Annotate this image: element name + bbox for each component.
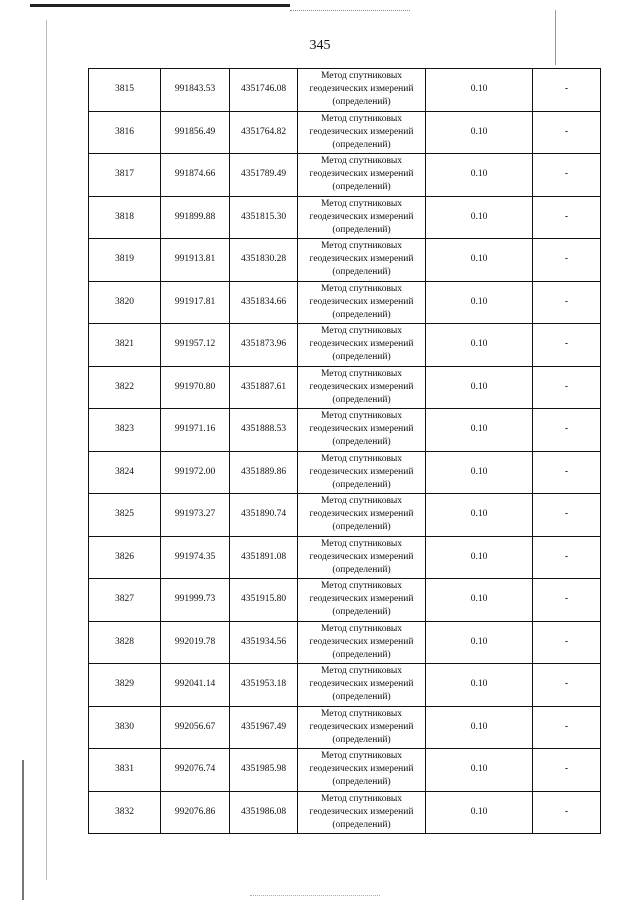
coord-x-cell: 991913.81 bbox=[161, 239, 230, 282]
table-row bbox=[89, 749, 601, 792]
coord-y-cell: 4351934.56 bbox=[230, 621, 298, 664]
method-line: (определений) bbox=[332, 607, 391, 618]
point-id-cell: 3828 bbox=[89, 621, 161, 664]
method-line: Метод спутниковых bbox=[320, 283, 403, 294]
method-line: (определений) bbox=[332, 224, 391, 235]
coord-y-cell: 4351815.30 bbox=[230, 196, 298, 239]
accuracy-cell: 0.10 bbox=[426, 366, 533, 409]
coord-y-cell: 4351873.96 bbox=[230, 324, 298, 367]
method-line: (определений) bbox=[332, 692, 391, 703]
method-line: (определений) bbox=[332, 649, 391, 660]
method-line: геодезических измерений bbox=[309, 636, 414, 647]
accuracy-cell: 0.10 bbox=[426, 621, 533, 664]
method-line: геодезических измерений bbox=[309, 764, 414, 775]
method-cell bbox=[298, 579, 426, 622]
note-cell: - bbox=[533, 196, 601, 239]
accuracy-cell: 0.10 bbox=[426, 111, 533, 154]
coord-y-cell: 4351789.49 bbox=[230, 154, 298, 197]
point-id-cell: 3816 bbox=[89, 111, 161, 154]
accuracy-cell: 0.10 bbox=[426, 451, 533, 494]
coord-x-cell: 991973.27 bbox=[161, 494, 230, 537]
method-line: Метод спутниковых bbox=[320, 156, 403, 167]
accuracy-cell: 0.10 bbox=[426, 791, 533, 834]
table-row bbox=[89, 366, 601, 409]
table-row bbox=[89, 69, 601, 112]
accuracy-cell: 0.10 bbox=[426, 196, 533, 239]
method-cell bbox=[298, 324, 426, 367]
method-line: (определений) bbox=[332, 564, 391, 575]
method-line: (определений) bbox=[332, 522, 391, 533]
note-cell: - bbox=[533, 324, 601, 367]
table-row bbox=[89, 324, 601, 367]
coord-x-cell: 992019.78 bbox=[161, 621, 230, 664]
method-line: геодезических измерений bbox=[309, 211, 414, 222]
method-line: геодезических измерений bbox=[309, 381, 414, 392]
point-id-cell: 3832 bbox=[89, 791, 161, 834]
method-line: Метод спутниковых bbox=[320, 453, 403, 464]
point-id-cell: 3827 bbox=[89, 579, 161, 622]
table-row bbox=[89, 154, 601, 197]
coord-x-cell: 991999.73 bbox=[161, 579, 230, 622]
note-cell: - bbox=[533, 791, 601, 834]
coord-y-cell: 4351986.08 bbox=[230, 791, 298, 834]
method-line: Метод спутниковых bbox=[320, 666, 403, 677]
scan-artifact-left-line bbox=[46, 20, 47, 880]
method-cell bbox=[298, 494, 426, 537]
point-id-cell: 3823 bbox=[89, 409, 161, 452]
coord-y-cell: 4351887.61 bbox=[230, 366, 298, 409]
coord-y-cell: 4351915.80 bbox=[230, 579, 298, 622]
point-id-cell: 3817 bbox=[89, 154, 161, 197]
point-id-cell: 3821 bbox=[89, 324, 161, 367]
accuracy-cell: 0.10 bbox=[426, 69, 533, 112]
method-cell bbox=[298, 451, 426, 494]
method-line: геодезических измерений bbox=[309, 509, 414, 520]
method-line: (определений) bbox=[332, 267, 391, 278]
point-id-cell: 3820 bbox=[89, 281, 161, 324]
method-line: (определений) bbox=[332, 734, 391, 745]
page-number: 345 bbox=[309, 38, 331, 53]
point-id-cell: 3818 bbox=[89, 196, 161, 239]
method-line: (определений) bbox=[332, 97, 391, 108]
method-cell bbox=[298, 409, 426, 452]
coord-x-cell: 991970.80 bbox=[161, 366, 230, 409]
point-id-cell: 3819 bbox=[89, 239, 161, 282]
table-row bbox=[89, 111, 601, 154]
coord-x-cell: 991972.00 bbox=[161, 451, 230, 494]
method-cell bbox=[298, 69, 426, 112]
scan-artifact-top-dots bbox=[290, 10, 410, 12]
table-row bbox=[89, 621, 601, 664]
coord-x-cell: 991917.81 bbox=[161, 281, 230, 324]
method-cell bbox=[298, 621, 426, 664]
accuracy-cell: 0.10 bbox=[426, 536, 533, 579]
coord-y-cell: 4351953.18 bbox=[230, 664, 298, 707]
method-line: Метод спутниковых bbox=[320, 113, 403, 124]
coord-x-cell: 991957.12 bbox=[161, 324, 230, 367]
method-line: Метод спутниковых bbox=[320, 198, 403, 209]
coord-x-cell: 991974.35 bbox=[161, 536, 230, 579]
method-line: Метод спутниковых bbox=[320, 496, 403, 507]
coord-y-cell: 4351746.08 bbox=[230, 69, 298, 112]
note-cell: - bbox=[533, 366, 601, 409]
point-id-cell: 3826 bbox=[89, 536, 161, 579]
coord-y-cell: 4351890.74 bbox=[230, 494, 298, 537]
note-cell: - bbox=[533, 749, 601, 792]
point-id-cell: 3825 bbox=[89, 494, 161, 537]
method-line: геодезических измерений bbox=[309, 721, 414, 732]
method-line: (определений) bbox=[332, 479, 391, 490]
note-cell: - bbox=[533, 409, 601, 452]
table-row bbox=[89, 494, 601, 537]
coord-y-cell: 4351764.82 bbox=[230, 111, 298, 154]
method-line: Метод спутниковых bbox=[320, 241, 403, 252]
accuracy-cell: 0.10 bbox=[426, 281, 533, 324]
method-cell bbox=[298, 154, 426, 197]
accuracy-cell: 0.10 bbox=[426, 154, 533, 197]
note-cell: - bbox=[533, 239, 601, 282]
table-row bbox=[89, 196, 601, 239]
note-cell: - bbox=[533, 154, 601, 197]
scan-artifact-left-edge bbox=[22, 760, 24, 900]
method-cell bbox=[298, 366, 426, 409]
coord-y-cell: 4351834.66 bbox=[230, 281, 298, 324]
method-line: геодезических измерений bbox=[309, 466, 414, 477]
coord-x-cell: 992056.67 bbox=[161, 706, 230, 749]
method-line: (определений) bbox=[332, 352, 391, 363]
method-cell bbox=[298, 239, 426, 282]
note-cell: - bbox=[533, 664, 601, 707]
scan-artifact-top bbox=[30, 4, 290, 7]
note-cell: - bbox=[533, 536, 601, 579]
coordinates-table bbox=[88, 68, 601, 834]
note-cell: - bbox=[533, 706, 601, 749]
method-cell bbox=[298, 196, 426, 239]
coord-y-cell: 4351830.28 bbox=[230, 239, 298, 282]
table-row bbox=[89, 536, 601, 579]
point-id-cell: 3830 bbox=[89, 706, 161, 749]
method-line: Метод спутниковых bbox=[320, 538, 403, 549]
method-line: геодезических измерений bbox=[309, 84, 414, 95]
point-id-cell: 3831 bbox=[89, 749, 161, 792]
method-line: геодезических измерений bbox=[309, 806, 414, 817]
method-line: (определений) bbox=[332, 394, 391, 405]
method-line: Метод спутниковых bbox=[320, 623, 403, 634]
method-line: геодезических измерений bbox=[309, 594, 414, 605]
method-cell bbox=[298, 111, 426, 154]
note-cell: - bbox=[533, 111, 601, 154]
accuracy-cell: 0.10 bbox=[426, 324, 533, 367]
method-line: Метод спутниковых bbox=[320, 411, 403, 422]
method-cell bbox=[298, 536, 426, 579]
method-line: (определений) bbox=[332, 182, 391, 193]
note-cell: - bbox=[533, 69, 601, 112]
method-line: (определений) bbox=[332, 819, 391, 830]
method-line: геодезических измерений bbox=[309, 679, 414, 690]
coord-x-cell: 992076.74 bbox=[161, 749, 230, 792]
accuracy-cell: 0.10 bbox=[426, 706, 533, 749]
method-line: Метод спутниковых bbox=[320, 751, 403, 762]
method-line: (определений) bbox=[332, 139, 391, 150]
method-line: Метод спутниковых bbox=[320, 368, 403, 379]
method-line: геодезических измерений bbox=[309, 339, 414, 350]
method-line: Метод спутниковых bbox=[320, 71, 403, 82]
method-cell bbox=[298, 664, 426, 707]
table-row bbox=[89, 239, 601, 282]
method-cell bbox=[298, 791, 426, 834]
table-row bbox=[89, 281, 601, 324]
method-line: Метод спутниковых bbox=[320, 793, 403, 804]
method-line: Метод спутниковых bbox=[320, 581, 403, 592]
coord-y-cell: 4351891.08 bbox=[230, 536, 298, 579]
coord-y-cell: 4351888.53 bbox=[230, 409, 298, 452]
coord-y-cell: 4351967.49 bbox=[230, 706, 298, 749]
accuracy-cell: 0.10 bbox=[426, 494, 533, 537]
method-line: (определений) bbox=[332, 437, 391, 448]
accuracy-cell: 0.10 bbox=[426, 239, 533, 282]
scan-artifact-bottom bbox=[250, 895, 380, 897]
method-line: геодезических измерений bbox=[309, 126, 414, 137]
accuracy-cell: 0.10 bbox=[426, 579, 533, 622]
coord-y-cell: 4351985.98 bbox=[230, 749, 298, 792]
point-id-cell: 3815 bbox=[89, 69, 161, 112]
method-cell bbox=[298, 706, 426, 749]
coord-x-cell: 992041.14 bbox=[161, 664, 230, 707]
method-cell bbox=[298, 749, 426, 792]
method-line: (определений) bbox=[332, 777, 391, 788]
point-id-cell: 3824 bbox=[89, 451, 161, 494]
method-line: геодезических измерений bbox=[309, 424, 414, 435]
table-row bbox=[89, 664, 601, 707]
accuracy-cell: 0.10 bbox=[426, 664, 533, 707]
table-row bbox=[89, 706, 601, 749]
method-cell bbox=[298, 281, 426, 324]
table-row bbox=[89, 451, 601, 494]
note-cell: - bbox=[533, 579, 601, 622]
method-line: Метод спутниковых bbox=[320, 326, 403, 337]
method-line: (определений) bbox=[332, 309, 391, 320]
point-id-cell: 3822 bbox=[89, 366, 161, 409]
note-cell: - bbox=[533, 451, 601, 494]
note-cell: - bbox=[533, 621, 601, 664]
method-line: геодезических измерений bbox=[309, 169, 414, 180]
table-row bbox=[89, 579, 601, 622]
coord-x-cell: 991856.49 bbox=[161, 111, 230, 154]
method-line: Метод спутниковых bbox=[320, 708, 403, 719]
table-row bbox=[89, 409, 601, 452]
note-cell: - bbox=[533, 494, 601, 537]
accuracy-cell: 0.10 bbox=[426, 409, 533, 452]
table-row bbox=[89, 791, 601, 834]
coord-x-cell: 991874.66 bbox=[161, 154, 230, 197]
coord-x-cell: 991971.16 bbox=[161, 409, 230, 452]
point-id-cell: 3829 bbox=[89, 664, 161, 707]
coord-x-cell: 991899.88 bbox=[161, 196, 230, 239]
method-line: геодезических измерений bbox=[309, 254, 414, 265]
coord-x-cell: 991843.53 bbox=[161, 69, 230, 112]
coord-y-cell: 4351889.86 bbox=[230, 451, 298, 494]
accuracy-cell: 0.10 bbox=[426, 749, 533, 792]
note-cell: - bbox=[533, 281, 601, 324]
method-line: геодезических измерений bbox=[309, 551, 414, 562]
method-line: геодезических измерений bbox=[309, 296, 414, 307]
coord-x-cell: 992076.86 bbox=[161, 791, 230, 834]
